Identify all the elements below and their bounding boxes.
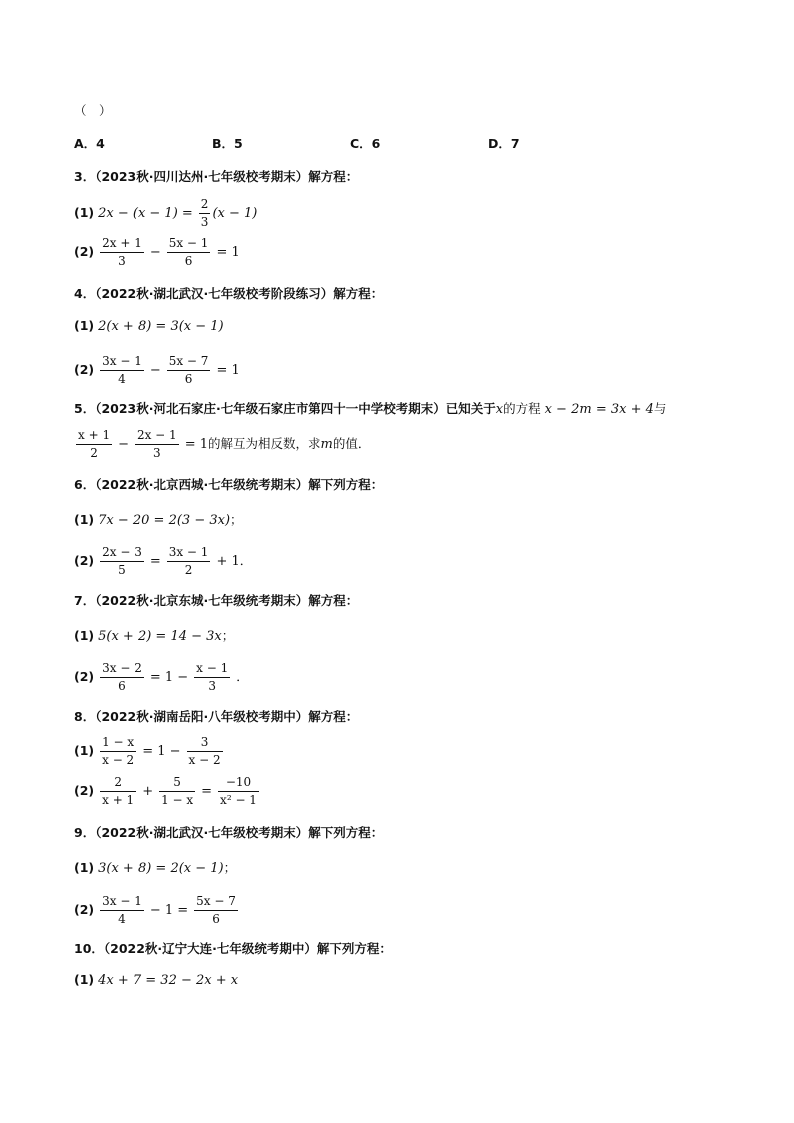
denominator: x² − 1 (220, 793, 257, 807)
numerator: 2x + 1 (100, 235, 144, 253)
denominator: x + 1 (102, 793, 135, 807)
text: 的值． (332, 436, 371, 451)
part-label: (1) (74, 318, 95, 333)
numerator: 5x − 1 (167, 235, 211, 253)
equation: 3(x + 8) = 2(x − 1) (98, 861, 224, 876)
part-label: (1) (74, 628, 95, 643)
option-a: A．4 (74, 136, 105, 151)
fraction (100, 893, 144, 928)
numerator: 1 − x (100, 734, 136, 752)
part-label: (2) (74, 244, 95, 259)
punctuation: ． (239, 553, 253, 568)
part-label: (2) (74, 553, 95, 568)
option-c: C．6 (350, 136, 381, 151)
text: 的解互为相反数，求 (207, 436, 321, 451)
equation-right: = 1 (216, 245, 240, 260)
variable-x: x (495, 402, 504, 417)
part-label: (1) (74, 205, 95, 220)
question-7-title: 7．（2022秋·北京东城·七年级统考期末）解方程： (74, 593, 359, 608)
equation-right: (x − 1) (212, 206, 258, 221)
question-8-header (74, 707, 358, 725)
part-label: (1) (74, 972, 95, 987)
punctuation: ； (221, 628, 235, 643)
fraction (187, 734, 223, 769)
denominator: 5 (118, 563, 126, 577)
denominator: 6 (118, 679, 126, 693)
operator: − (149, 245, 161, 260)
operator: = (149, 554, 161, 569)
question-7-part-2 (74, 660, 249, 695)
denominator: 2 (90, 446, 98, 460)
numerator: 5 (159, 774, 195, 792)
equation: 2(x + 8) = 3(x − 1) (98, 319, 224, 334)
denominator: 6 (184, 372, 193, 386)
operator: − (118, 437, 129, 452)
denominator: 4 (118, 372, 126, 386)
denominator: 2 (184, 563, 193, 577)
fraction (100, 353, 144, 388)
operator: + (142, 784, 154, 799)
denominator: x − 2 (188, 753, 221, 767)
part-label: (2) (74, 362, 95, 377)
question-3-part-1 (74, 196, 257, 231)
numerator: x + 1 (76, 427, 112, 445)
question-9-header (74, 823, 383, 841)
question-3-part-2 (74, 235, 240, 270)
question-9-part-1 (74, 858, 236, 876)
question-5-line-2 (74, 427, 370, 462)
fraction (100, 660, 144, 695)
denominator: 6 (184, 254, 193, 268)
fraction (100, 544, 144, 579)
text: 与 (653, 401, 667, 416)
question-3-header (74, 167, 358, 185)
part-label: (2) (74, 783, 95, 798)
numerator: 5x − 7 (167, 353, 211, 371)
operator: = 1 − (149, 670, 189, 685)
question-8-part-1 (74, 734, 225, 769)
numerator: 5x − 7 (194, 893, 238, 911)
fraction (167, 544, 211, 579)
denominator: 6 (212, 912, 220, 926)
equation-right: = 1 (184, 437, 208, 452)
denominator: 1 − x (161, 793, 194, 807)
question-6-title: 6．（2022秋·北京西城·七年级统考期末）解下列方程： (74, 477, 384, 492)
numerator: x − 1 (194, 660, 230, 678)
part-label: (1) (74, 512, 95, 527)
question-8-title: 8．（2022秋·湖南岳阳·八年级校考期中）解方程： (74, 709, 359, 724)
equation: 4x + 7 = 32 − 2x + x (98, 973, 239, 988)
equation: 7x − 20 = 2(3 − 3x) (98, 513, 231, 528)
question-8-part-2 (74, 774, 261, 809)
fraction (194, 660, 230, 695)
operator: = 1 − (142, 744, 181, 759)
question-9-title: 9．（2022秋·湖北武汉·七年级校考期末）解下列方程： (74, 825, 384, 840)
fraction (159, 774, 195, 809)
equation: 5(x + 2) = 14 − 3x (98, 629, 222, 644)
fraction (100, 734, 136, 769)
fraction (167, 353, 211, 388)
variable-m: m (320, 437, 333, 452)
fraction (76, 427, 112, 462)
fraction (218, 774, 259, 809)
question-6-header (74, 475, 383, 493)
equation: x − 2m = 3x + 4 (544, 402, 654, 417)
numerator: 3x − 1 (100, 353, 144, 371)
operator: = (201, 784, 213, 799)
punctuation: ． (236, 669, 249, 684)
question-3-title: 3．（2023秋·四川达州·七年级校考期末）解方程： (74, 169, 359, 184)
punctuation: ； (230, 512, 243, 527)
numerator: −10 (218, 774, 259, 792)
numerator: 2 (100, 774, 136, 792)
fraction (100, 235, 144, 270)
numerator: 3x − 1 (167, 544, 211, 562)
answer-blank-paren (74, 101, 112, 119)
punctuation: ； (223, 860, 237, 875)
question-7-part-1 (74, 626, 234, 644)
denominator: 3 (153, 446, 161, 460)
fraction (100, 774, 136, 809)
equation-right: + 1 (216, 554, 240, 569)
fraction (199, 196, 211, 231)
operator: − (149, 363, 161, 378)
numerator: 3 (187, 734, 223, 752)
question-4-part-2 (74, 353, 240, 388)
part-label: (2) (74, 669, 95, 684)
question-7-header (74, 591, 358, 609)
numerator: 2x − 3 (100, 544, 144, 562)
numerator: 2 (199, 196, 211, 214)
denominator: 3 (118, 254, 126, 268)
question-5-title: 5．（2023秋·河北石家庄·七年级石家庄市第四十一中学校考期末）已知关于 (74, 401, 496, 416)
question-6-part-1 (74, 510, 243, 528)
question-4-part-1 (74, 318, 224, 334)
equation-left: 2x − (x − 1) = (98, 206, 193, 221)
numerator: 3x − 2 (100, 660, 144, 678)
numerator: 3x − 1 (100, 893, 144, 911)
denominator: x − 2 (102, 753, 135, 767)
question-6-part-2 (74, 544, 252, 579)
question-4-header (74, 284, 383, 302)
fraction (194, 893, 238, 928)
question-5-header (74, 399, 666, 417)
question-10-title: 10．（2022秋·辽宁大连·七年级统考期中）解下列方程： (74, 941, 392, 956)
part-label: (1) (74, 860, 95, 875)
fraction (167, 235, 211, 270)
paren-text: （ ） (74, 103, 112, 118)
fraction (135, 427, 179, 462)
question-10-header (74, 939, 392, 957)
option-d: D．7 (488, 136, 520, 151)
part-label: (1) (74, 743, 95, 758)
operator: − 1 = (149, 903, 189, 918)
denominator: 3 (200, 215, 209, 229)
denominator: 4 (118, 912, 126, 926)
part-label: (2) (74, 902, 95, 917)
equation-right: = 1 (216, 363, 240, 378)
question-4-title: 4．（2022秋·湖北武汉·七年级校考阶段练习）解方程： (74, 286, 384, 301)
numerator: 2x − 1 (135, 427, 179, 445)
text: 的方程 (503, 401, 541, 416)
option-b: B．5 (212, 136, 243, 151)
denominator: 3 (208, 679, 216, 693)
question-9-part-2 (74, 893, 240, 928)
question-10-part-1 (74, 972, 238, 988)
